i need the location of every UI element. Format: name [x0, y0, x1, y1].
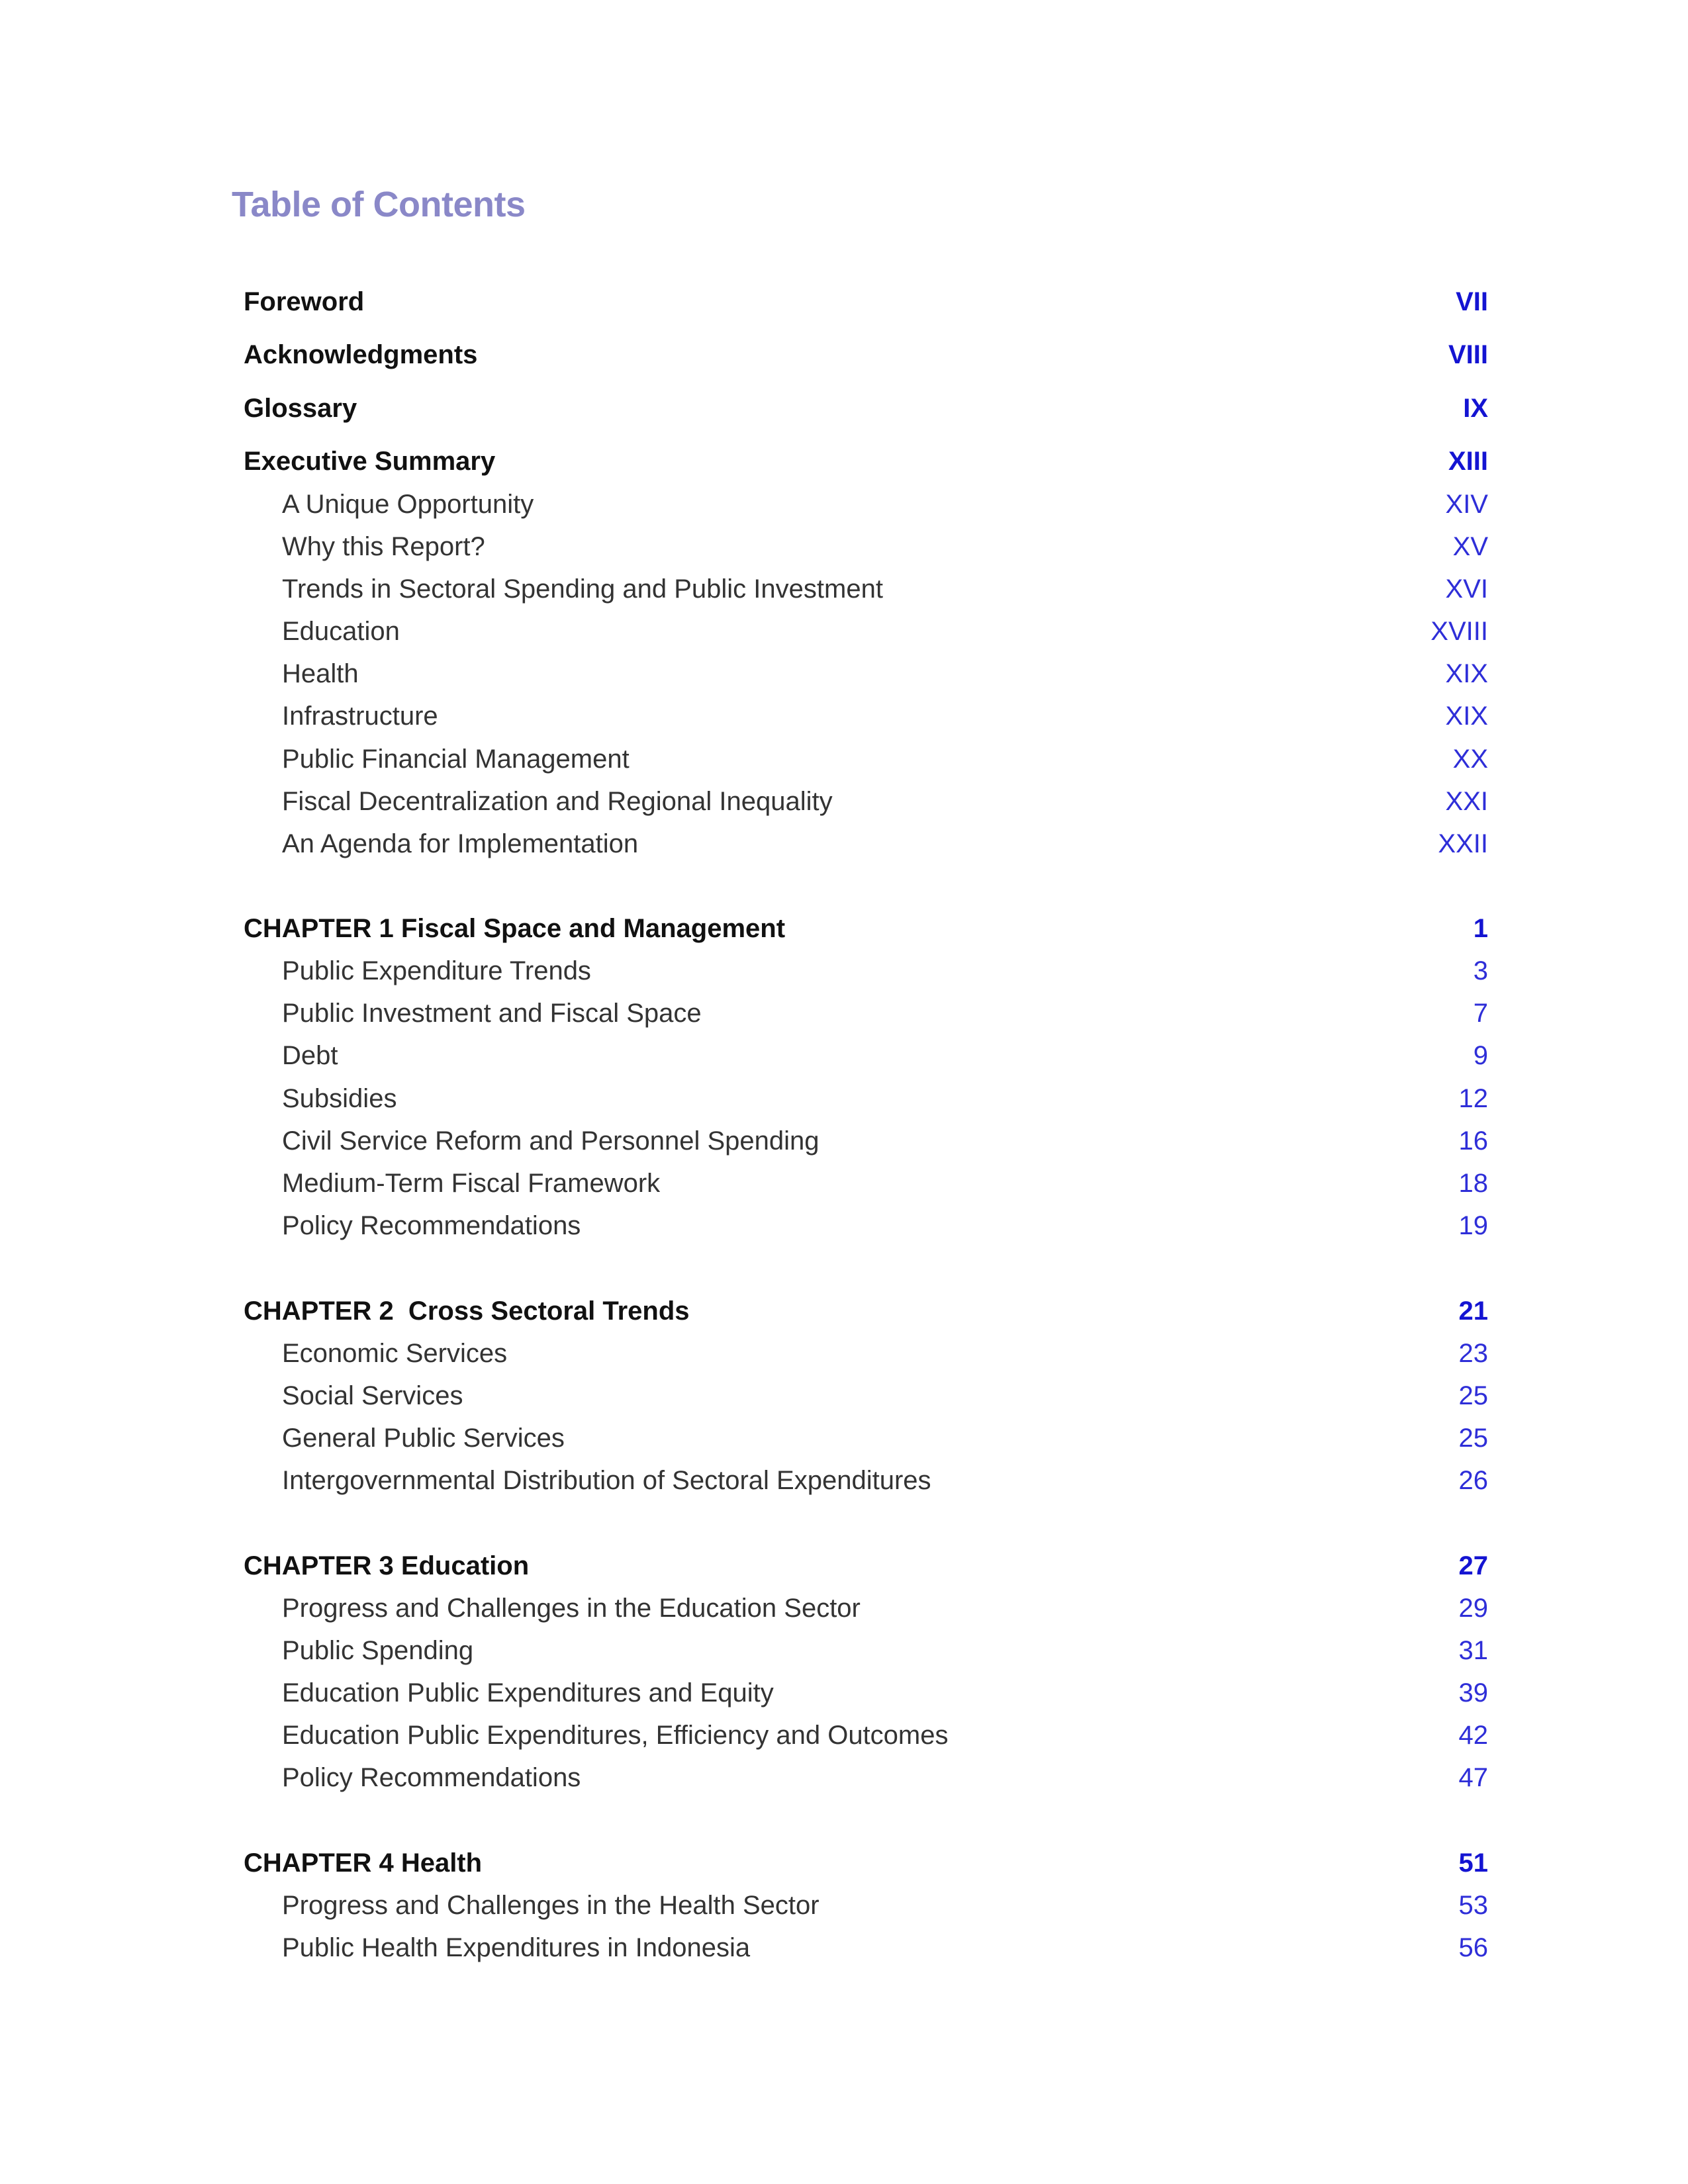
toc-entry-chapter-3[interactable] — [244, 1546, 1488, 1586]
toc-subentry-label: Public Investment and Fiscal Space — [282, 998, 702, 1028]
toc-subentry-label: Intergovernmental Distribution of Sectoral Expenditures — [282, 1465, 931, 1495]
toc-subentry-label: Progress and Challenges in the Education Sector — [282, 1593, 861, 1623]
toc-subentry[interactable] — [244, 1121, 1488, 1161]
toc-page-number[interactable]: 39 — [1458, 1678, 1488, 1707]
toc-page-number[interactable]: IX — [1463, 393, 1488, 423]
toc-subentry[interactable] — [244, 1673, 1488, 1713]
toc-page-number[interactable]: 1 — [1473, 913, 1488, 943]
toc-page-number[interactable]: 25 — [1458, 1423, 1488, 1453]
toc-subentry[interactable] — [244, 612, 1488, 651]
toc-page-number[interactable]: 19 — [1458, 1210, 1488, 1240]
toc-subentry-label: Economic Services — [282, 1338, 508, 1368]
page-title: Table of Contents — [232, 185, 526, 224]
toc-subentry[interactable] — [244, 1036, 1488, 1075]
toc-subentry-label: A Unique Opportunity — [282, 489, 534, 519]
toc-entry-label: CHAPTER 4 Health — [244, 1848, 483, 1878]
toc-entry-foreword[interactable] — [244, 282, 1488, 322]
toc-entry-chapter-4[interactable] — [244, 1843, 1488, 1883]
toc-subentry[interactable] — [244, 569, 1488, 609]
toc-subentry[interactable] — [244, 484, 1488, 524]
toc-subentry-label: Trends in Sectoral Spending and Public Investment — [282, 574, 883, 604]
toc-subentry-label: Subsidies — [282, 1083, 397, 1113]
toc-page-number[interactable]: VIII — [1448, 340, 1488, 369]
toc-subentry-label: Health — [282, 659, 359, 688]
toc-page-number[interactable]: 51 — [1458, 1848, 1488, 1878]
toc-page-number[interactable]: XXI — [1445, 786, 1488, 816]
toc-subentry-label: Public Health Expenditures in Indonesia — [282, 1933, 751, 1962]
toc-page-number[interactable]: 26 — [1458, 1465, 1488, 1495]
toc-entry-label: CHAPTER 2 Cross Sectoral Trends — [244, 1296, 690, 1326]
toc-page-number[interactable]: 23 — [1458, 1338, 1488, 1368]
toc-subentry[interactable] — [244, 1163, 1488, 1203]
toc-page-number[interactable]: 12 — [1458, 1083, 1488, 1113]
toc-page-number[interactable]: 25 — [1458, 1381, 1488, 1410]
toc-page-number[interactable]: XIX — [1445, 701, 1488, 731]
toc-subentry-label: Civil Service Reform and Personnel Spending — [282, 1126, 820, 1156]
toc-subentry-label: Education Public Expenditures, Efficiency and Outcomes — [282, 1720, 949, 1750]
toc-entry-executive-summary[interactable] — [244, 441, 1488, 481]
toc-subentry-label: Public Financial Management — [282, 744, 630, 774]
toc-page-number[interactable]: XV — [1452, 531, 1488, 561]
toc-subentry-label: Public Spending — [282, 1635, 474, 1665]
toc-subentry-label: General Public Services — [282, 1423, 565, 1453]
toc-subentry[interactable] — [244, 654, 1488, 694]
toc-entry-label: Foreword — [244, 287, 365, 316]
toc-page-number[interactable]: XIV — [1445, 489, 1488, 519]
toc-subentry[interactable] — [244, 1376, 1488, 1416]
toc-subentry[interactable] — [244, 1418, 1488, 1458]
toc-subentry[interactable] — [244, 1461, 1488, 1500]
toc-entry-glossary[interactable] — [244, 388, 1488, 428]
toc-page-number[interactable]: XVI — [1445, 574, 1488, 604]
toc-page-number[interactable]: 31 — [1458, 1635, 1488, 1665]
toc-subentry-label: Debt — [282, 1040, 338, 1070]
toc-page-number[interactable]: 53 — [1458, 1890, 1488, 1920]
toc-subentry[interactable] — [244, 824, 1488, 864]
toc-page-number[interactable]: 18 — [1458, 1168, 1488, 1198]
toc-page-number[interactable]: 21 — [1458, 1296, 1488, 1326]
toc-subentry-label: Infrastructure — [282, 701, 438, 731]
toc-subentry-label: Medium-Term Fiscal Framework — [282, 1168, 661, 1198]
toc-entry-label: CHAPTER 3 Education — [244, 1551, 530, 1580]
toc-subentry[interactable] — [244, 951, 1488, 991]
toc-subentry-label: Policy Recommendations — [282, 1762, 581, 1792]
toc-subentry[interactable] — [244, 1758, 1488, 1797]
toc-page-number[interactable]: 16 — [1458, 1126, 1488, 1156]
toc-entry-label: Glossary — [244, 393, 357, 423]
toc-subentry[interactable] — [244, 1928, 1488, 1968]
toc-subentry-label: Policy Recommendations — [282, 1210, 581, 1240]
toc-entry-chapter-1[interactable] — [244, 909, 1488, 948]
toc-page-number[interactable]: VII — [1456, 287, 1488, 316]
toc-subentry-label: Public Expenditure Trends — [282, 956, 591, 985]
toc-page-number[interactable]: 3 — [1473, 956, 1488, 985]
toc-subentry-label: Education Public Expenditures and Equity — [282, 1678, 774, 1707]
toc-subentry-label: Why this Report? — [282, 531, 485, 561]
toc-subentry[interactable] — [244, 739, 1488, 779]
toc-entry-acknowledgments[interactable] — [244, 335, 1488, 375]
toc-subentry[interactable] — [244, 1886, 1488, 1925]
toc-page-number[interactable]: 56 — [1458, 1933, 1488, 1962]
toc-subentry[interactable] — [244, 1631, 1488, 1670]
toc-page-number[interactable]: 7 — [1473, 998, 1488, 1028]
toc-page-number[interactable]: 9 — [1473, 1040, 1488, 1070]
toc-subentry-label: Education — [282, 616, 400, 646]
toc-entry-label: Acknowledgments — [244, 340, 478, 369]
toc-entry-label: CHAPTER 1 Fiscal Space and Management — [244, 913, 786, 943]
toc-page-number[interactable]: 47 — [1458, 1762, 1488, 1792]
toc-subentry[interactable] — [244, 993, 1488, 1033]
toc-page-number[interactable]: 27 — [1458, 1551, 1488, 1580]
toc-page-number[interactable]: XIX — [1445, 659, 1488, 688]
toc-subentry[interactable] — [244, 527, 1488, 567]
toc-subentry-label: Fiscal Decentralization and Regional Inequality — [282, 786, 833, 816]
toc-page-number[interactable]: 42 — [1458, 1720, 1488, 1750]
toc-page-number[interactable]: XXII — [1438, 829, 1488, 858]
toc-page-number[interactable]: XIII — [1448, 446, 1488, 476]
toc-subentry[interactable] — [244, 1715, 1488, 1755]
toc-entry-label: Executive Summary — [244, 446, 496, 476]
toc-subentry[interactable] — [244, 782, 1488, 821]
toc-subentry-label: An Agenda for Implementation — [282, 829, 639, 858]
toc-subentry-label: Social Services — [282, 1381, 463, 1410]
toc-page-number[interactable]: XX — [1452, 744, 1488, 774]
toc-subentry[interactable] — [244, 1206, 1488, 1246]
toc-subentry-label: Progress and Challenges in the Health Sector — [282, 1890, 820, 1920]
toc-subentry[interactable] — [244, 1334, 1488, 1373]
toc-subentry[interactable] — [244, 1079, 1488, 1118]
toc-subentry[interactable] — [244, 696, 1488, 736]
toc-subentry[interactable] — [244, 1588, 1488, 1628]
toc-entry-chapter-2[interactable] — [244, 1291, 1488, 1331]
toc-page-number[interactable]: XVIII — [1430, 616, 1488, 646]
toc-page-number[interactable]: 29 — [1458, 1593, 1488, 1623]
